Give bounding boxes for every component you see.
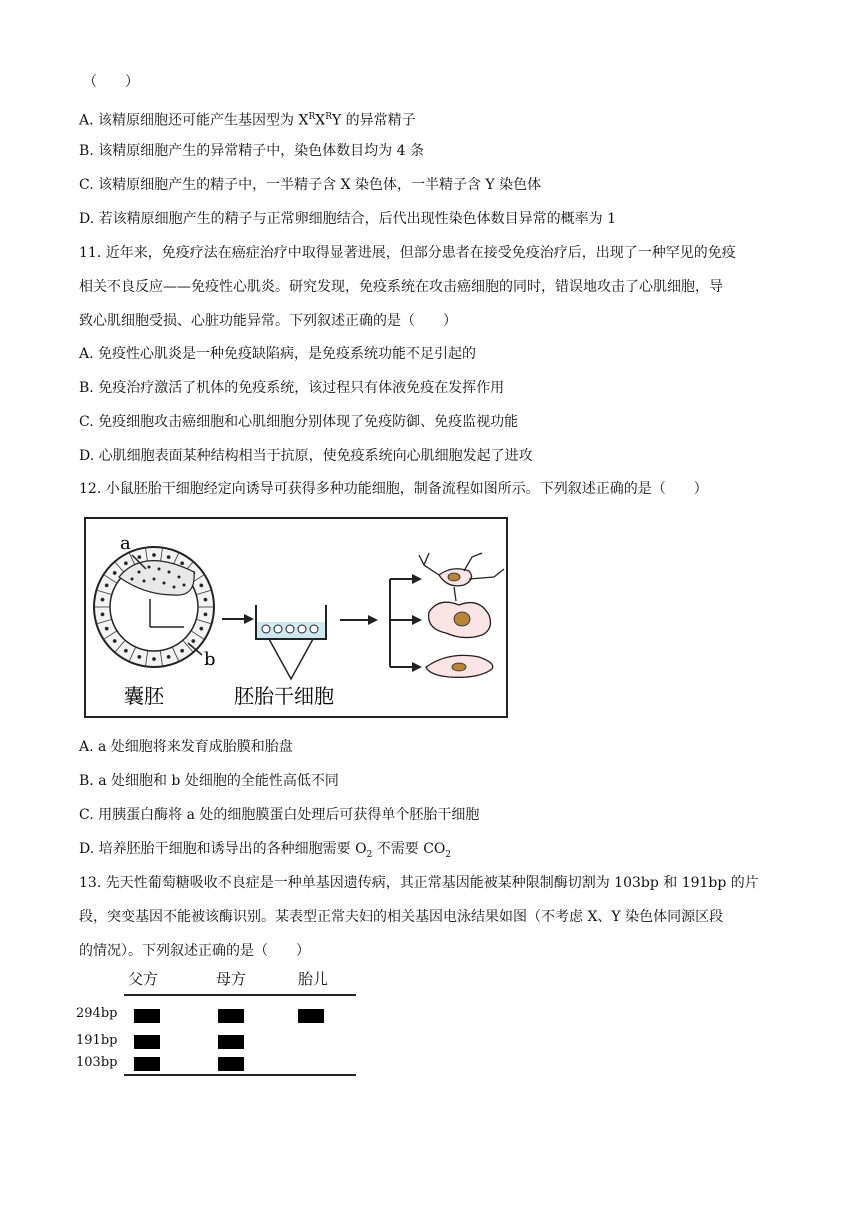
q13-stem-line-3: 的情况）。下列叙述正确的是（ ） bbox=[79, 943, 310, 959]
answer-bracket: （ ） bbox=[83, 74, 139, 90]
trophoblast-nucleus bbox=[105, 627, 108, 630]
q12-option-d: D. 培养胚胎干细胞和诱导出的各种细胞需要 $O_2$ 不需要 $CO_2$ bbox=[79, 841, 452, 860]
trophoblast-nucleus bbox=[101, 598, 104, 601]
trophoblast-nucleus bbox=[204, 598, 207, 601]
gel-row-191: 191bp bbox=[76, 1033, 118, 1048]
gel-band bbox=[134, 1057, 160, 1071]
gel-band bbox=[218, 1035, 244, 1049]
q12-option-b: B. a 处细胞和 b 处细胞的全能性高低不同 bbox=[79, 773, 339, 789]
option-c: C. 该精原细胞产生的精子中，一半精子含 X 染色体，一半精子含 Y 染色体 bbox=[79, 177, 542, 193]
gel-col-fetus: 胎儿 bbox=[298, 970, 329, 988]
trophoblast-nucleus bbox=[200, 584, 203, 587]
trophoblast-nucleus bbox=[138, 655, 141, 658]
figure-svg bbox=[84, 517, 508, 718]
trophoblast-nucleus bbox=[153, 554, 156, 557]
label-b: b bbox=[204, 649, 216, 670]
trophoblast-nucleus bbox=[124, 649, 127, 652]
label-a: a bbox=[120, 533, 131, 554]
q11-option-b: B. 免疫治疗激活了机体的免疫系统，该过程只有体液免疫在发挥作用 bbox=[79, 380, 505, 396]
q12-stem: 12. 小鼠胚胎干细胞经定向诱导可获得多种功能细胞，制备流程如图所示。下列叙述正确的是（ ） bbox=[79, 481, 708, 497]
electrophoresis-gel bbox=[76, 968, 366, 1078]
q13-stem-line-1: 13. 先天性葡萄糖吸收不良症是一种单基因遗传病，其正常基因能被某种限制酶切割为 103bp 和 191bp 的片 bbox=[79, 875, 759, 891]
gel-row-294: 294bp bbox=[76, 1006, 118, 1021]
option-d: D. 若该精原细胞产生的精子与正常卵细胞结合，后代出现性染色体数目异常的概率为 1 bbox=[79, 211, 616, 227]
gel-band bbox=[298, 1009, 324, 1023]
q12-option-a: A. a 处细胞将来发育成胎膜和胎盘 bbox=[79, 739, 293, 755]
trophoblast-nucleus bbox=[153, 658, 156, 661]
gel-row-103: 103bp bbox=[76, 1055, 118, 1070]
gel-col-mother: 母方 bbox=[216, 970, 247, 988]
trophoblast-nucleus bbox=[113, 571, 116, 574]
gel-band bbox=[218, 1057, 244, 1071]
q11-stem-line-2: 相关不良反应——免疫性心肌炎。研究发现，免疫系统在攻击癌细胞的同时，错误地攻击了心肌细胞，导 bbox=[79, 279, 723, 295]
trophoblast-nucleus bbox=[192, 640, 195, 643]
q13-stem-line-2: 段，突变基因不能被该酶识别。某表型正常夫妇的相关基因电泳结果如图（不考虑 X、Y 染色体同源区段 bbox=[79, 909, 724, 925]
gel-band bbox=[134, 1009, 160, 1023]
trophoblast-nucleus bbox=[181, 562, 184, 565]
q12-option-c: C. 用胰蛋白酶将 a 处的细胞膜蛋白处理后可获得单个胚胎干细胞 bbox=[79, 807, 480, 823]
trophoblast-nucleus bbox=[138, 556, 141, 559]
q11-option-a: A. 免疫性心肌炎是一种免疫缺陷病，是免疫系统功能不足引起的 bbox=[79, 346, 477, 362]
trophoblast-nucleus bbox=[167, 556, 170, 559]
trophoblast-nucleus bbox=[167, 655, 170, 658]
trophoblast-nucleus bbox=[101, 613, 104, 616]
gel-col-father: 父方 bbox=[128, 970, 159, 988]
q11-option-d: D. 心肌细胞表面某种结构相当于抗原，使免疫系统向心肌细胞发起了进攻 bbox=[79, 448, 533, 464]
gel-bottom-line bbox=[124, 1074, 356, 1076]
trophoblast-nucleus bbox=[204, 613, 207, 616]
trophoblast-nucleus bbox=[105, 584, 108, 587]
embryo-stem-cell-figure bbox=[84, 517, 508, 718]
q11-option-c: C. 免疫细胞攻击癌细胞和心肌细胞分别体现了免疫防御、免疫监视功能 bbox=[79, 414, 519, 430]
option-b: B. 该精原细胞产生的异常精子中，染色体数目均为 4 条 bbox=[79, 143, 424, 159]
trophoblast-nucleus bbox=[181, 649, 184, 652]
gel-band bbox=[218, 1009, 244, 1023]
gel-band bbox=[134, 1035, 160, 1049]
caption-blastocyst: 囊胚 bbox=[124, 684, 164, 708]
trophoblast-nucleus bbox=[124, 562, 127, 565]
q11-stem-line-3: 致心肌细胞受损、心脏功能异常。下列叙述正确的是（ ） bbox=[79, 313, 457, 329]
q11-stem-line-1: 11. 近年来，免疫疗法在癌症治疗中取得显著进展，但部分患者在接受免疫治疗后，出现了一种罕见的免疫 bbox=[79, 245, 736, 261]
blastocyst-diagram bbox=[94, 547, 214, 667]
option-a: A. 该精原细胞还可能产生基因型为 $X^RX^RY$ 的异常精子 bbox=[79, 112, 416, 129]
caption-stem-cell: 胚胎干细胞 bbox=[234, 684, 334, 708]
trophoblast-nucleus bbox=[113, 640, 116, 643]
trophoblast-nucleus bbox=[200, 627, 203, 630]
gel-top-line bbox=[124, 994, 356, 996]
